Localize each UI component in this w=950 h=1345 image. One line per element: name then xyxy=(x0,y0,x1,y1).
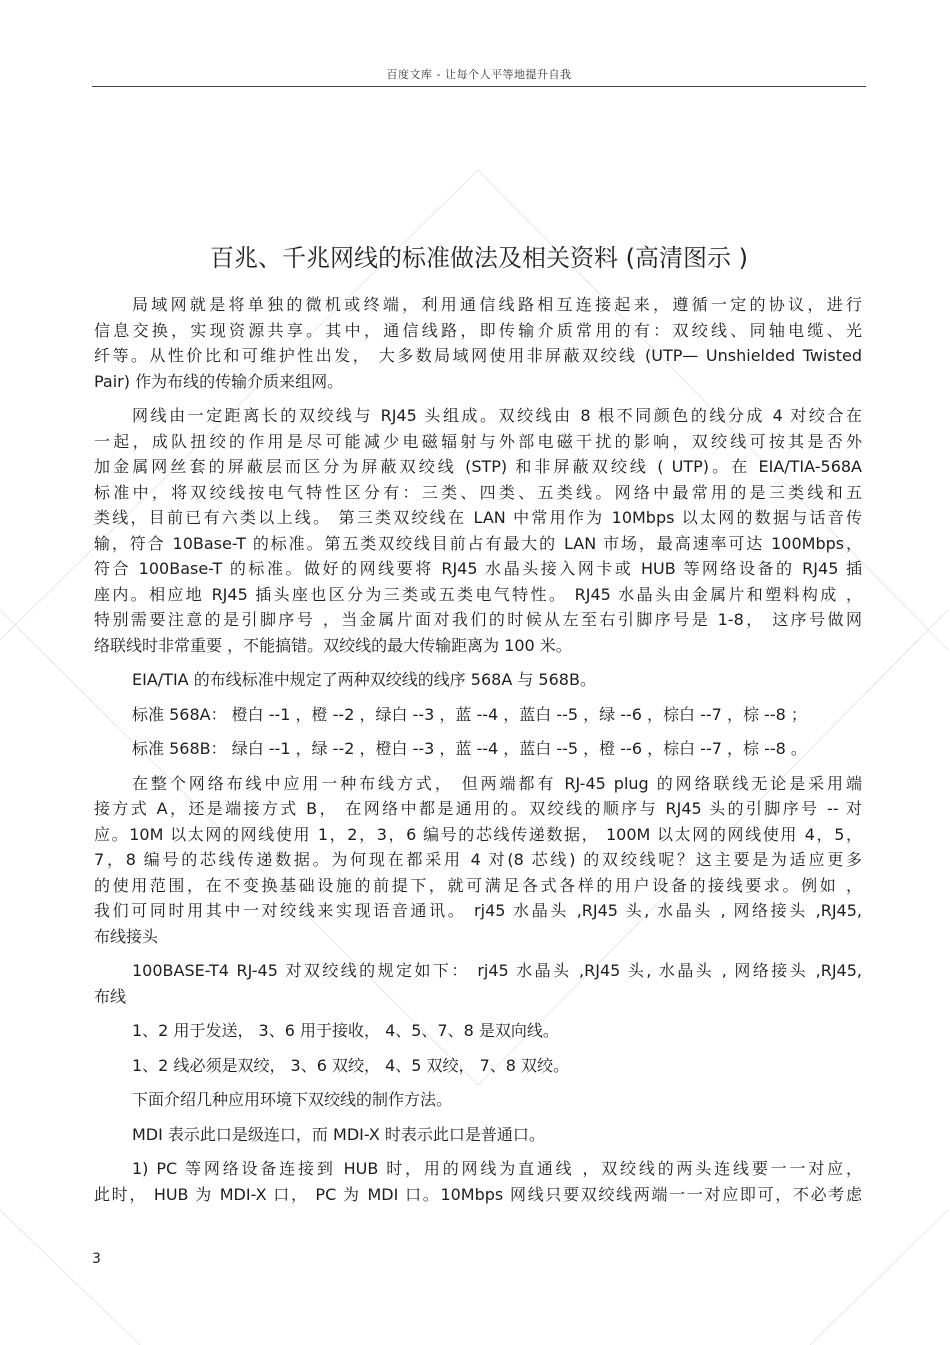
paragraph-gap xyxy=(94,1147,862,1156)
body-line: 接方式 A，还是端接方式 B， 在网络中都是通用的。双绞线的顺序与 RJ45 头的引脚序号 -- 对 xyxy=(94,799,862,818)
body-line: 此时， HUB 为 MDI-X 口， PC 为 MDI 口。10Mbps 网线只要双绞线两端一一对应即可，不必考虑 xyxy=(94,1184,862,1204)
body-line: MDI 表示此口是级连口，而 MDI-X 时表示此口是普通口。 xyxy=(132,1124,545,1144)
document-title: 百兆、千兆网线的标准做法及相关资料 (高清图示 ) xyxy=(210,244,748,272)
body-line: 1、2 线必须是双绞， 3、6 双绞， 4、5 双绞， 7、8 双绞。 xyxy=(132,1055,570,1075)
body-line: 加金属网丝套的屏蔽层而区分为屏蔽双绞线 (STP) 和非屏蔽双绞线 ( UTP)。在 EIA/TIA-568A xyxy=(94,457,862,476)
body-line: 1) PC 等网络设备连接到 HUB 时，用的网线为直通线 ，双绞线的两头连线要一一对应， xyxy=(132,1159,862,1178)
paragraph-gap xyxy=(94,727,862,736)
document-body xyxy=(94,292,862,1207)
body-line: 纤等。从性价比和可维护性出发， 大多数局域网使用非屏蔽双绞线 (UTP— Unshielded Twisted xyxy=(94,346,862,365)
body-line: 下面介绍几种应用环境下双绞线的制作方法。 xyxy=(132,1090,453,1109)
body-line: 信息交换，实现资源共享。其中，通信线路，即传输介质常用的有：双绞线、同轴电缆、光 xyxy=(94,320,862,340)
body-line: 应。10M 以太网的网线使用 1，2，3，6 编号的芯线传递数据， 100M 以太网的网线使用 4，5， xyxy=(94,824,862,844)
body-line: 输，符合 10Base-T 的标准。第五类双绞线目前占有最大的 LAN 市场，最高速率可达 100Mbps， xyxy=(94,533,862,553)
paragraph-gap xyxy=(94,394,862,403)
paragraph-gap xyxy=(94,762,862,771)
paragraph-gap xyxy=(94,1044,862,1053)
paragraph-gap xyxy=(94,658,862,667)
page-number: 3 xyxy=(92,1251,101,1267)
body-line: EIA/TIA 的布线标准中规定了两种双绞线的线序 568A 与 568B。 xyxy=(132,670,596,689)
body-line: 网线由一定距离长的双绞线与 RJ45 头组成。双绞线由 8 根不同颜色的线分成 4 对绞合在 xyxy=(132,406,862,425)
body-line: 标准中，将双绞线按电气特性区分有：三类、四类、五类线。网络中最常用的是三类线和五 xyxy=(94,482,862,502)
body-line: 一起，成队扭绞的作用是尽可能减少电磁辐射与外部电磁干扰的影响，双绞线可按其是否外 xyxy=(94,431,862,451)
body-line: 1、2 用于发送， 3、6 用于接收， 4、5、7、8 是双向线。 xyxy=(132,1021,559,1040)
body-line: 标准 568A： 橙白 --1 ，橙 --2 ，绿白 --3 ，蓝 --4 ，蓝白 --5 ，绿 --6 ，棕白 --7 ，棕 --8 ； xyxy=(132,704,807,724)
body-line: 络联线时非常重要 ，不能搞错。双绞线的最大传输距离为 100 米。 xyxy=(94,635,572,655)
paragraph-gap xyxy=(94,1009,862,1018)
body-line: Pair) 作为布线的传输介质来组网。 xyxy=(94,371,344,391)
body-line: 布线 xyxy=(94,986,127,1006)
body-line: 局域网就是将单独的微机或终端，利用通信线路相互连接起来，遵循一定的协议，进行 xyxy=(132,295,862,314)
body-line: 布线接头 xyxy=(94,926,159,946)
body-line: 类线，目前已有六类以上线。 第三类双绞线在 LAN 中常用作为 10Mbps 以太网的数据与话音传 xyxy=(94,508,862,527)
paragraph-gap xyxy=(94,1078,862,1087)
paragraph-gap xyxy=(94,693,862,702)
paragraph-gap xyxy=(94,1113,862,1122)
body-line: 我们可同时用其中一对绞线来实现语音通讯。 rj45 水晶头 ,RJ45 头, 水晶头 , 网络接头 ,RJ45, xyxy=(94,901,862,920)
body-line: 标准 568B： 绿白 --1 ，绿 --2 ，橙白 --3 ，蓝 --4 ，蓝白 --5 ，橙 --6 ，棕白 --7 ，棕 --8 。 xyxy=(132,739,807,758)
body-line: 7，8 编号的芯线传递数据。为何现在都采用 4 对(8 芯线) 的双绞线呢？这主要是为适应更多 xyxy=(94,850,862,869)
body-line: 座内。相应地 RJ45 插头座也区分为三类或五类电气特性。 RJ45 水晶头由金属片和塑料构成 ， xyxy=(94,584,862,604)
paragraph-gap xyxy=(94,949,862,958)
body-line: 的使用范围，在不变换基础设施的前提下，就可满足各式各样的用户设备的接线要求。例如 ， xyxy=(94,875,862,895)
body-line: 在整个网络布线中应用一种布线方式， 但两端都有 RJ-45 plug 的网络联线无论是采用端 xyxy=(132,773,862,793)
header-divider xyxy=(92,86,866,87)
body-line: 100BASE-T4 RJ-45 对双绞线的规定如下： rj45 水晶头 ,RJ45 头, 水晶头 , 网络接头 ,RJ45, xyxy=(132,961,862,980)
page-header: 百度文库 - 让每个人平等地提升自我 xyxy=(386,68,572,81)
body-line: 特别需要注意的是引脚序号 ，当金属片面对我们的时候从左至右引脚序号是 1-8， 这序号做网 xyxy=(94,610,862,629)
body-line: 符合 100Base-T 的标准。做好的网线要将 RJ45 水晶头接入网卡或 HUB 等网络设备的 RJ45 插 xyxy=(94,559,862,578)
